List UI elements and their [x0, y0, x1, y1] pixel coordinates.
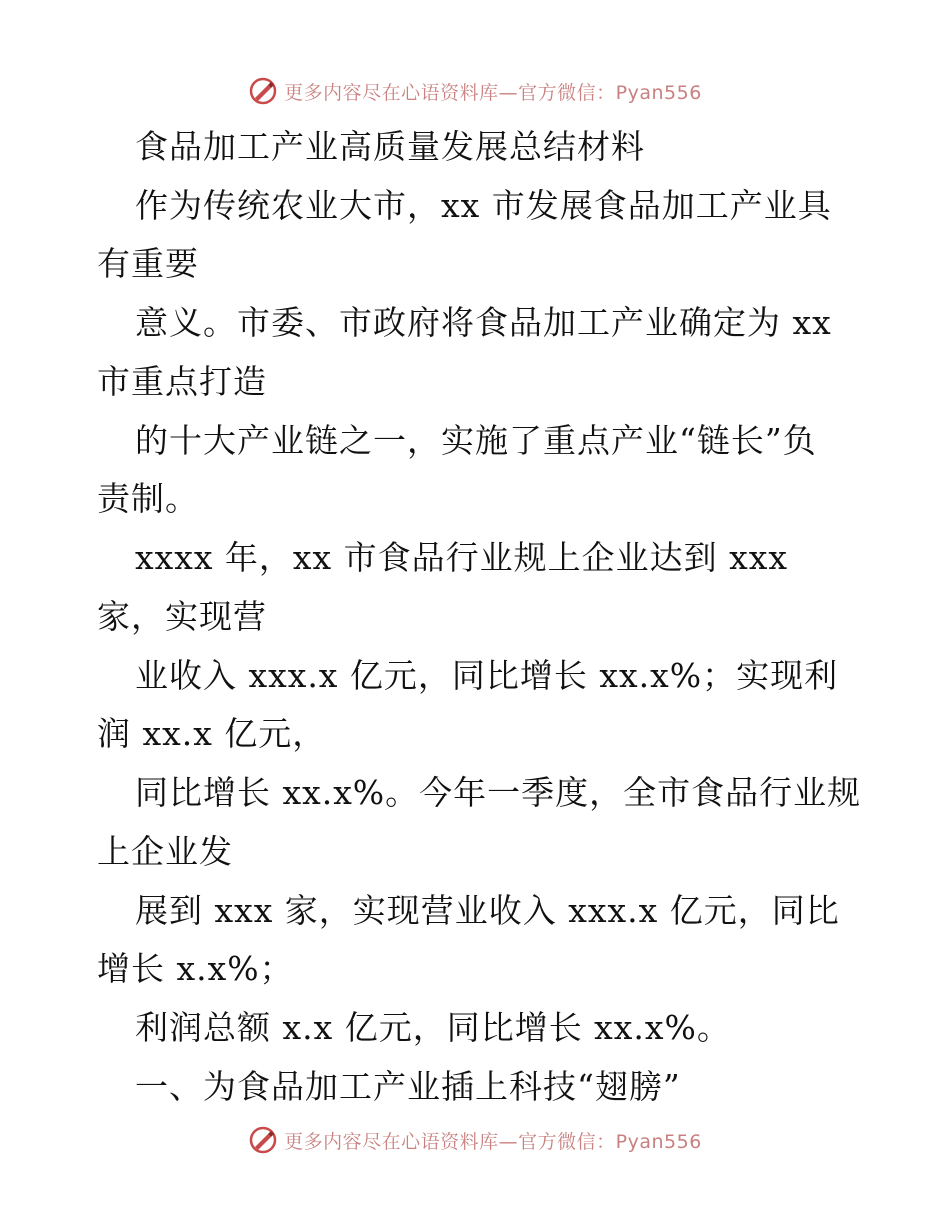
paragraph-line: 同比增长 xx.x%。今年一季度，全市食品行业规 — [135, 773, 862, 812]
paragraph-line: 有重要 — [97, 244, 199, 283]
paragraph-line: 家，实现营 — [97, 597, 267, 636]
document-title: 食品加工产业高质量发展总结材料 — [135, 127, 645, 166]
section-heading: 一、为食品加工产业插上科技“翅膀” — [135, 1067, 681, 1106]
watermark-text: 更多内容尽在心语资料库—官方微信：Pyan556 — [284, 81, 702, 104]
watermark-footer — [0, 1120, 950, 1160]
paragraph-line: 增长 x.x%； — [97, 949, 294, 988]
paragraph-line: 利润总额 x.x 亿元，同比增长 xx.x%。 — [135, 1008, 731, 1047]
paragraph-line: 展到 xxx 家，实现营业收入 xxx.x 亿元，同比 — [135, 891, 840, 930]
watermark-text: 更多内容尽在心语资料库—官方微信：Pyan556 — [284, 1130, 702, 1153]
paragraph-line: 业收入 xxx.x 亿元，同比增长 xx.x%；实现利 — [135, 656, 839, 695]
paragraph-line: xxxx 年，xx 市食品行业规上企业达到 xxx — [135, 538, 788, 577]
paragraph-line: 上企业发 — [97, 832, 233, 871]
watermark-header — [0, 71, 950, 111]
paragraph-line: 的十大产业链之一，实施了重点产业“链长”负 — [135, 421, 817, 460]
pen-logo-icon — [248, 76, 278, 106]
pen-logo-icon — [248, 1125, 278, 1155]
paragraph-line: 市重点打造 — [97, 362, 267, 401]
paragraph-line: 润 xx.x 亿元， — [97, 714, 327, 753]
paragraph-line: 责制。 — [97, 479, 199, 518]
paragraph-line: 作为传统农业大市，xx 市发展食品加工产业具 — [135, 186, 832, 225]
paragraph-line: 意义。市委、市政府将食品加工产业确定为 xx — [135, 303, 832, 342]
